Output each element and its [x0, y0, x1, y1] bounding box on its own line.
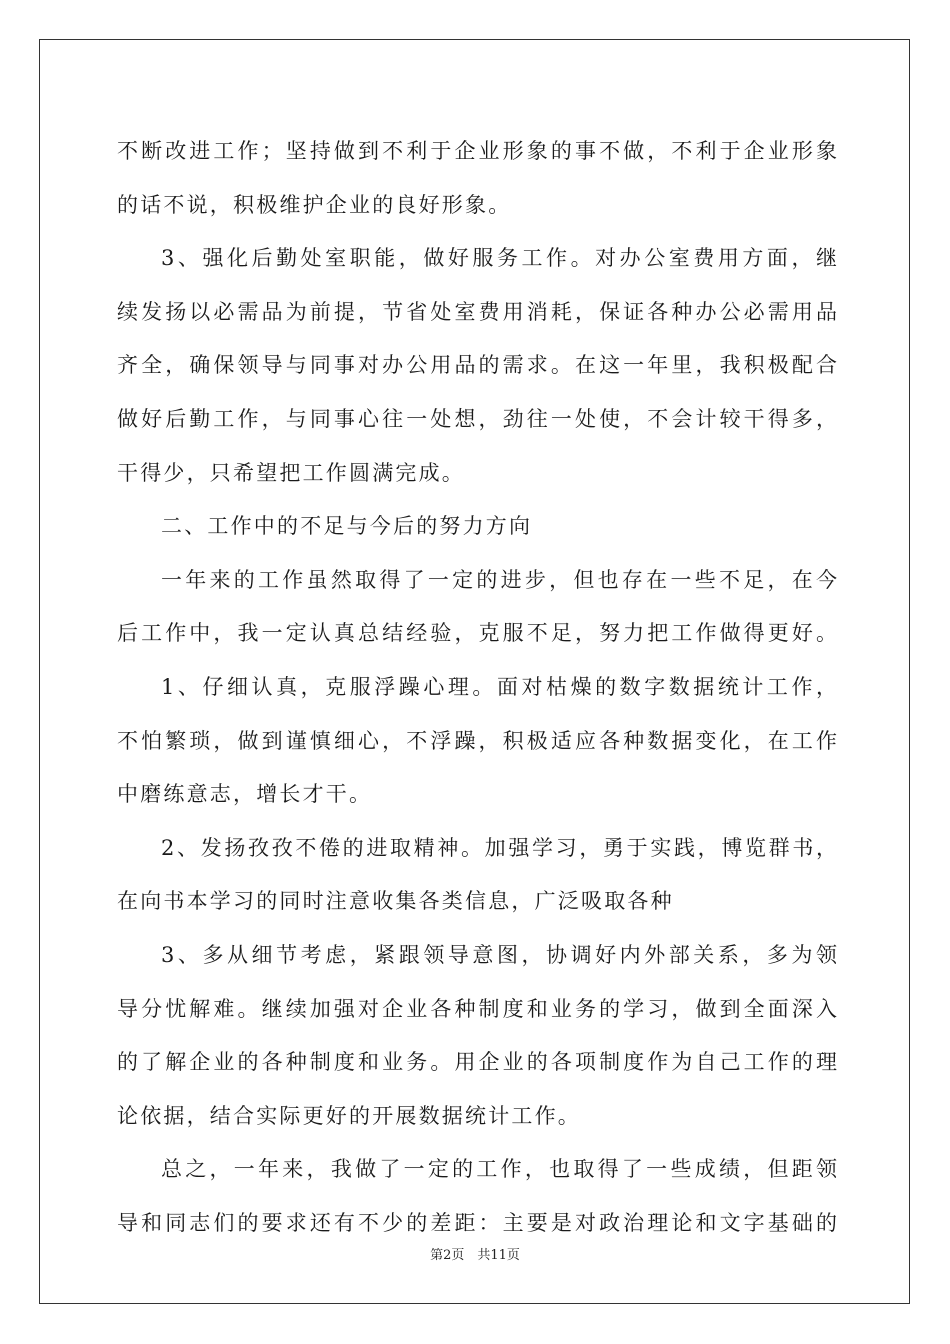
page-number-footer: 第2页 共11页 — [430, 1248, 520, 1263]
text-line: 中磨练意志，增长才干。 — [117, 782, 373, 807]
text-line: 做好后勤工作，与同事心往一处想，劲往一处使，不会计较干得多， — [117, 406, 837, 431]
text-line: 在向书本学习的同时注意收集各类信息，广泛吸取各种 — [117, 889, 674, 914]
text-line: 导和同志们的要求还有不少的差距：主要是对政治理论和文字基础的 — [117, 1210, 837, 1235]
document-body — [117, 125, 837, 1250]
text-line: 论依据，结合实际更好的开展数据统计工作。 — [117, 1103, 581, 1128]
text-line: 导分忧解难。继续加强对企业各种制度和业务的学习，做到全面深入 — [117, 996, 837, 1021]
paragraph-start-line: 一年来的工作虽然取得了一定的进步，但也存在一些不足，在今 — [161, 567, 837, 592]
text-line: 的话不说，积极维护企业的良好形象。 — [117, 192, 512, 217]
text-line: 不断改进工作；坚持做到不利于企业形象的事不做，不利于企业形象 — [117, 139, 837, 163]
paragraph-start-line: 1、仔细认真，克服浮躁心理。面对枯燥的数字数据统计工作， — [161, 674, 837, 699]
text-line: 不怕繁琐，做到谨慎细心，不浮躁，积极适应各种数据变化，在工作 — [117, 728, 837, 753]
text-line: 的了解企业的各种制度和业务。用企业的各项制度作为自己工作的理 — [117, 1050, 837, 1075]
paragraph-start-line: 3、强化后勤处室职能，做好服务工作。对办公室费用方面，继 — [161, 246, 837, 271]
text-line: 齐全，确保领导与同事对办公用品的需求。在这一年里，我积极配合 — [117, 353, 837, 378]
paragraph-start-line: 总之，一年来，我做了一定的工作，也取得了一些成绩，但距领 — [161, 1157, 837, 1182]
paragraph-start-line: 2、发扬孜孜不倦的进取精神。加强学习，勇于实践，博览群书， — [161, 835, 837, 860]
text-line: 续发扬以必需品为前提，节省处室费用消耗，保证各种办公必需用品 — [117, 299, 837, 324]
text-line: 干得少，只希望把工作圆满完成。 — [117, 460, 465, 485]
paragraph-start-line: 3、多从细节考虑，紧跟领导意图，协调好内外部关系，多为领 — [161, 942, 837, 967]
section-heading: 二、工作中的不足与今后的努力方向 — [161, 514, 533, 539]
text-line: 后工作中，我一定认真总结经验，克服不足，努力把工作做得更好。 — [117, 621, 837, 646]
